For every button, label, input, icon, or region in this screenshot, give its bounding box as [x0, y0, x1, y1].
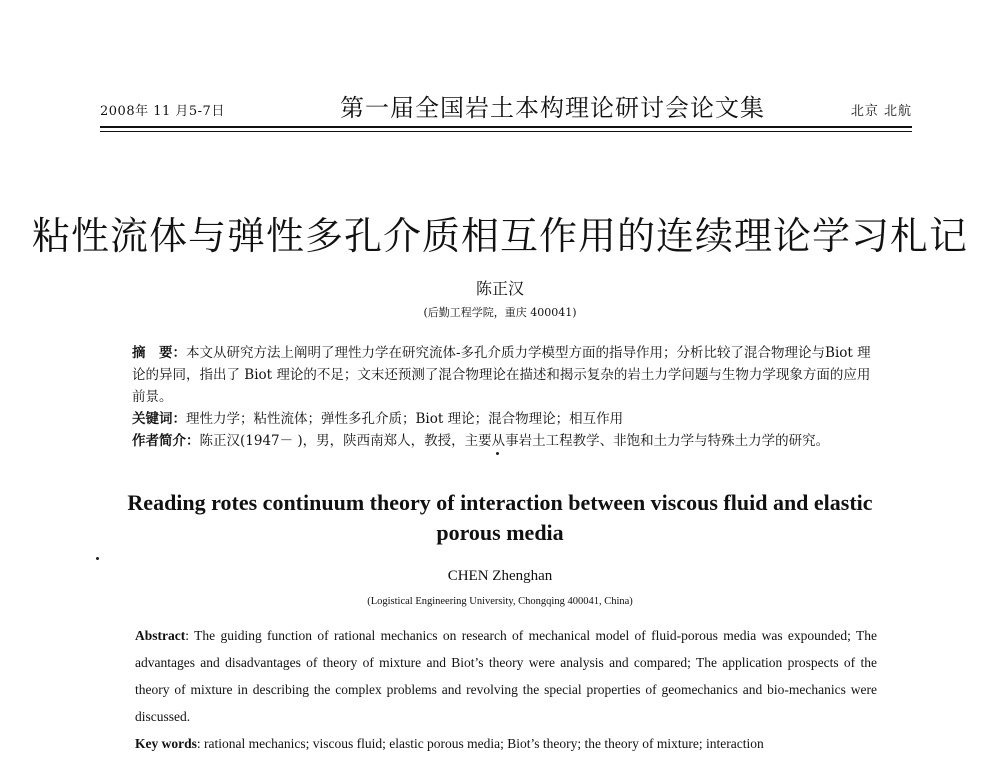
abstract-label-en: Abstract — [135, 628, 186, 643]
chinese-author: 陈正汉 — [475, 279, 524, 298]
english-affiliation: (Logistical Engineering University, Chongqing 400041, China) — [367, 596, 633, 607]
keywords-label-cn: 关键词： — [132, 411, 186, 427]
chinese-title: 粘性流体与弹性多孔介质相互作用的连续理论学习札记 — [31, 214, 968, 258]
header-rule-thin — [100, 131, 912, 132]
running-header — [100, 88, 912, 124]
chinese-keywords — [132, 408, 872, 430]
english-keywords — [135, 730, 877, 757]
header-rule-thick — [100, 126, 912, 128]
scan-speck — [96, 557, 99, 560]
chinese-affiliation: (后勤工程学院，重庆 400041) — [423, 306, 577, 319]
scan-speck — [496, 452, 499, 455]
abstract-text-en: : The guiding function of rational mechanics on research of mechanical model of fluid-porous media was expounded; The advantages and disadvantages of theory of mixture and Biot’s theory were analysis and compared; The application prospects of the theory of mixture in describing the complex problems and revolving the special properties of geomechanics and bio-mechanics were discussed. — [135, 628, 877, 724]
english-title: Reading rotes continuum theory of interaction between viscous fluid and elastic porous media — [127, 490, 873, 545]
english-author: CHEN Zhenghan — [447, 568, 553, 584]
keywords-text-en: : rational mechanics; viscous fluid; elastic porous media; Biot’s theory; the theory of mixture; interaction — [196, 736, 764, 751]
keywords-text-cn: 理性力学；粘性流体；弹性多孔介质；Biot 理论；混合物理论；相互作用 — [186, 411, 624, 427]
abstract-text-cn: 本文从研究方法上阐明了理性力学在研究流体-多孔介质力学模型方面的指导作用；分析比较了混合物理论与Biot 理论的异同，指出了 Biot 理论的不足；文末还预测了混合物理论在描述和揭示复杂的岩土力学问题与生物力学现象方面的应用前景。 — [132, 345, 871, 405]
bio-label: 作者简介： — [132, 433, 200, 449]
chinese-abstract-block — [132, 342, 872, 452]
header-date: 2008年 11 月5-7日 — [100, 104, 225, 119]
english-abstract-block — [135, 622, 877, 757]
proceedings-title: 第一届全国岩土本构理论研讨会论文集 — [340, 94, 765, 122]
abstract-label-cn: 摘 要： — [132, 345, 186, 361]
chinese-abstract — [132, 342, 872, 408]
english-abstract — [135, 622, 877, 730]
header-place: 北京 北航 — [850, 104, 912, 119]
author-bio — [132, 430, 872, 452]
bio-text: 陈正汉(1947－ )，男，陕西南郑人，教授，主要从事岩土工程教学、非饱和土力学与特殊土力学的研究。 — [199, 433, 830, 449]
keywords-label-en: Key words — [135, 736, 197, 751]
